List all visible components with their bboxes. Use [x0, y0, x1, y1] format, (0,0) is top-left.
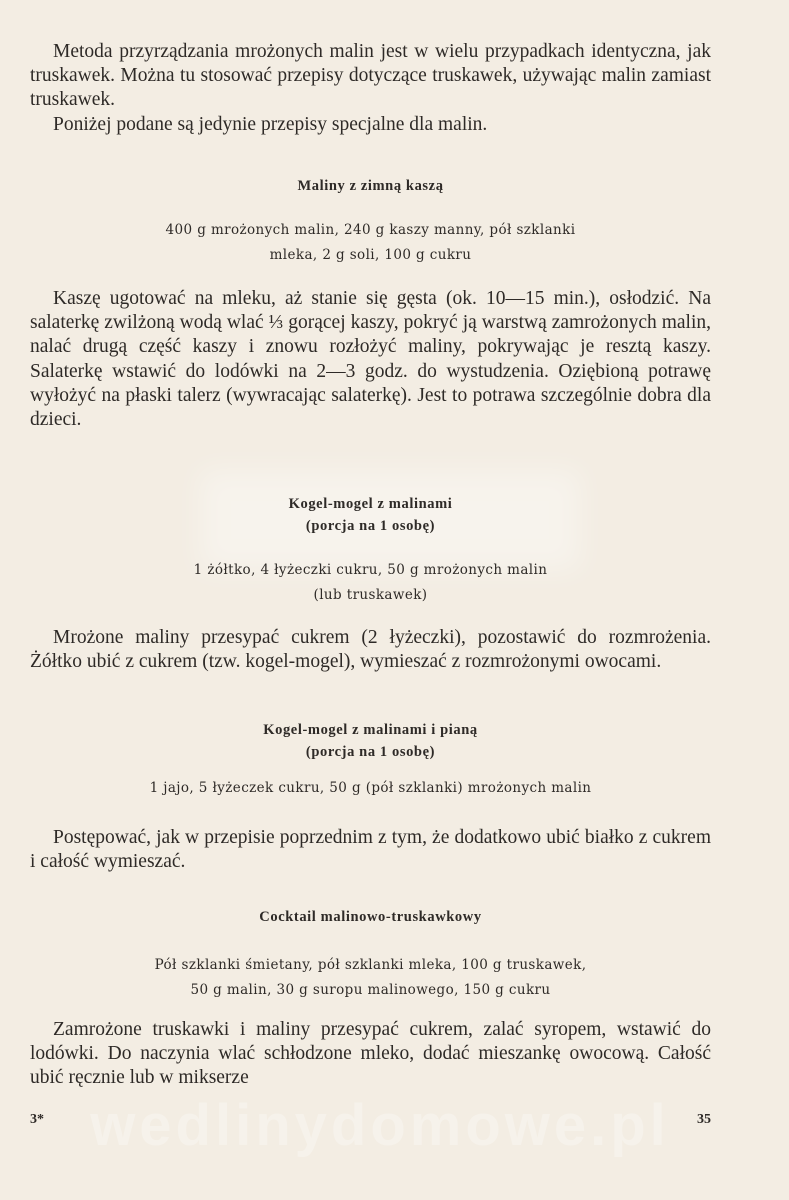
- recipe1-ingredients-line: mleka, 2 g soli, 100 g cukru: [269, 247, 472, 263]
- recipe2-ingredients: [30, 558, 711, 608]
- watermark: wedlinydomowe.pl: [90, 1093, 670, 1158]
- recipe2-method-text: Mrożone maliny przesypać cukrem (2 łyżeczki), pozostawić do rozmrożenia. Żółtko ubić z cukrem (tzw. kogel-mogel), wymieszać z rozmrożonymi owocami.: [30, 627, 711, 673]
- recipe3-ingredients: [30, 776, 711, 801]
- recipe4-title: [30, 906, 711, 928]
- recipe2-title-text: Kogel-mogel z malinami: [288, 496, 453, 512]
- intro-note: Poniżej podane są jedynie przepisy specjalne dla malin.: [53, 113, 488, 135]
- recipe4-method-text: Zamrożone truskawki i maliny przesypać cukrem, zalać syropem, wstawić do lodówki. Do naczynia wlać schłodzone mleko, dodać mieszankę owocową. Całość ubić ręcznie lub w mikserze: [30, 1019, 711, 1089]
- recipe1-ingredients: [30, 218, 711, 268]
- recipe4-title-text: Cocktail malinowo-truskawkowy: [259, 909, 482, 925]
- recipe3-title-text: Kogel-mogel z malinami i pianą: [263, 722, 478, 738]
- recipe4-ingredients-line: Pół szklanki śmietany, pół szklanki mleka, 100 g truskawek,: [154, 957, 587, 973]
- recipe4-method: [30, 1018, 711, 1091]
- recipe3-method: [30, 826, 711, 874]
- recipe2-title: [30, 493, 711, 537]
- recipe4-ingredients: [30, 953, 711, 1003]
- recipe3-ingredients-line: 1 jajo, 5 łyżeczek cukru, 50 g (pół szklanki) mrożonych malin: [149, 780, 592, 796]
- recipe2-portion: (porcja na 1 osobę): [305, 518, 436, 534]
- signature-mark: 3*: [30, 1112, 44, 1127]
- recipe1-ingredients-line: 400 g mrożonych malin, 240 g kaszy manny, pół szklanki: [165, 222, 576, 238]
- recipe2-ingredients-line: 1 żółtko, 4 łyżeczki cukru, 50 g mrożonych malin: [193, 562, 548, 578]
- recipe1-title-text: Maliny z zimną kaszą: [297, 178, 444, 194]
- recipe1-method-text: Kaszę ugotować na mleku, aż stanie się gęsta (ok. 10—15 min.), osłodzić. Na salaterkę zwilżoną wodą wlać ⅓ gorącej kaszy, pokryć ją warstwą zamrożonych malin, nalać drugą część kaszy i znowu rozłożyć maliny, pokrywając je resztą kaszy. Salaterkę wstawić do lodówki na 2—3 godz. do wystudzenia. Oziębioną potrawę wyłożyć na płaski talerz (wywracając salaterkę). Jest to potrawa szczególnie dobra dla dzieci.: [30, 288, 711, 431]
- recipe4-ingredients-line: 50 g malin, 30 g suropu malinowego, 150 g cukru: [190, 982, 551, 998]
- page-number: 35: [697, 1112, 711, 1127]
- intro-text: Metoda przyrządzania mrożonych malin jest w wielu przypadkach identyczna, jak truskawek. Można tu stosować przepisy dotyczące truskawek, używając malin zamiast truskawek.: [30, 41, 711, 111]
- recipe1-title: [30, 175, 711, 197]
- intro-paragraph: [30, 40, 711, 137]
- recipe3-portion: (porcja na 1 osobę): [305, 744, 436, 760]
- recipe2-ingredients-line: (lub truskawek): [313, 587, 428, 603]
- recipe1-method: [30, 287, 711, 432]
- recipe3-title: [30, 719, 711, 763]
- recipe2-method: [30, 626, 711, 674]
- recipe3-method-text: Postępować, jak w przepisie poprzednim z tym, że dodatkowo ubić białko z cukrem i całość wymieszać.: [30, 827, 711, 873]
